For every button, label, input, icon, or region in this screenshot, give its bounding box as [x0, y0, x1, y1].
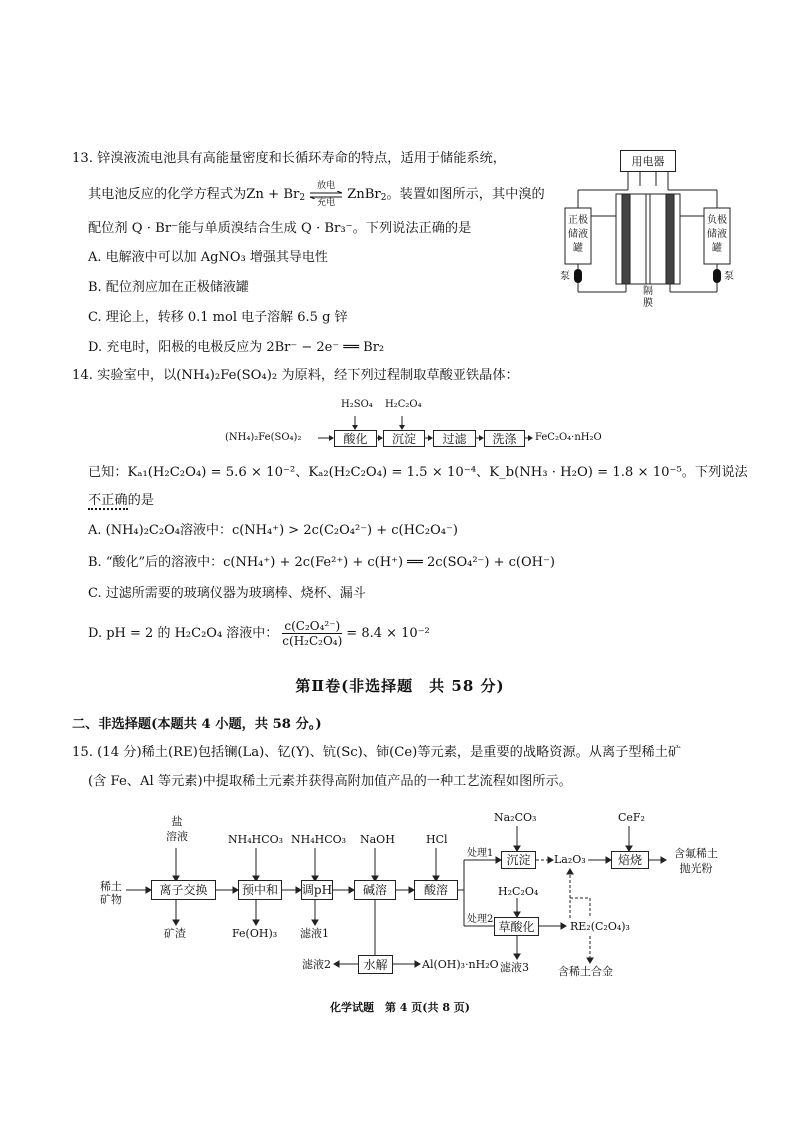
q15-step-oxalate: 草酸化 [494, 917, 539, 936]
q13-arrow-top: 放电 [317, 181, 336, 191]
q14-not-correct-emphasis: 不正确 [88, 493, 128, 508]
positive-tank-label [566, 214, 590, 256]
q14-option-a: A. (NH₄)₂C₂O₄溶液中：c(NH₄⁺) > 2c(C₂O₄²⁻) + c(HC₂O₄⁻) [88, 523, 458, 538]
q14-reagent-h2so4: H₂SO₄ [341, 399, 373, 410]
q13-option-d: D. 充电时，阳极的电极反应为 2Br⁻ − 2e⁻ ══ Br₂ [88, 340, 385, 355]
q14-known-line2-post: 的是 [127, 493, 154, 508]
q15-step-preneutralize: 预中和 [238, 880, 282, 900]
negative-tank-label [705, 214, 729, 256]
section-title: 第Ⅱ卷(非选择题 共 58 分) [295, 677, 505, 695]
q15-product1-line1: 含氟稀土 [674, 847, 718, 860]
q14-step-precipitate: 沉淀 [383, 430, 425, 447]
q15-reagent-na2co3: Na₂CO₃ [494, 811, 537, 824]
q15-filtrate3: 滤液3 [500, 961, 529, 974]
q14-step-acidify: 酸化 [334, 430, 377, 447]
q14-product: FeC₂O₄·nH₂O [535, 432, 602, 443]
q13-option-c: C. 理论上，转移 0.1 mol 电子溶解 6.5 g 锌 [88, 310, 348, 325]
q15-product1-line2: 抛光粉 [679, 862, 713, 875]
pos-tank-line3: 罐 [573, 243, 583, 254]
q15-line1: 15. (14 分)稀土(RE)包括镧(La)、钇(Y)、钪(Sc)、铈(Ce)等元素，是重要的战略资源。从离子型稀土矿 [72, 745, 682, 760]
q15-re-alloy: 含稀土合金 [558, 965, 613, 978]
q14-known-line2 [88, 494, 154, 507]
q13-option-a: A. 电解液中可以加 AgNO₃ 增强其导电性 [88, 250, 328, 265]
q13-arrow-bottom: 充电 [317, 198, 336, 208]
device-label: 用电器 [620, 150, 676, 172]
q15-reagent-h2c2o4: H₂C₂O₄ [498, 885, 539, 898]
q14-line1: 14. 实验室中，以(NH₄)₂Fe(SO₄)₂ 为原料，经下列过程制取草酸亚铁晶体： [72, 368, 519, 383]
q14-reagent-h2c2o4: H₂C₂O₄ [385, 399, 422, 410]
q14-option-d-pre: D. pH = 2 的 H₂C₂O₄ 溶液中： [88, 626, 279, 641]
q15-step-ion-exchange: 离子交换 [151, 880, 216, 900]
pump-right-label: 泵 [724, 271, 734, 282]
q15-step-roast: 焙烧 [611, 851, 649, 869]
neg-tank-line3: 罐 [712, 243, 722, 254]
q14-option-d-numerator: c(C₂O₄²⁻) [284, 619, 341, 633]
q15-product-polish-powder [666, 846, 726, 876]
q15-step-precipitate: 沉淀 [501, 851, 536, 869]
pos-tank-line2: 储液 [568, 229, 588, 240]
q15-filtrate2: 滤液2 [302, 958, 331, 971]
q13-line2 [88, 182, 545, 208]
q15-out-slag: 矿渣 [164, 927, 186, 940]
q15-aloh3: Al(OH)₃·nH₂O [422, 958, 499, 971]
q13-line3: 配位剂 Q · Br⁻能与单质溴结合生成 Q · Br₃⁻。下列说法正确的是 [88, 221, 472, 236]
q15-re-oxalate: RE₂(C₂O₄)₃ [570, 920, 630, 933]
q15-treat2: 处理2 [467, 914, 494, 925]
q15-start-ore [96, 880, 126, 906]
q13-line2-product: ZnBr [347, 187, 381, 203]
q15-flowchart [96, 808, 746, 988]
q14-option-d-post: = 8.4 × 10⁻² [346, 626, 430, 641]
q15-line2: (含 Fe、Al 等元素)中提取稀土元素并获得高附加值产品的一种工艺流程如图所示。 [88, 774, 572, 789]
q15-reagent-cef2: CeF₂ [618, 811, 645, 824]
q13-option-b: B. 配位剂应加在正极储液罐 [88, 280, 249, 295]
q15-reagent-salt [162, 814, 192, 844]
pos-tank-line1: 正极 [568, 215, 588, 226]
neg-tank-line2: 储液 [707, 229, 727, 240]
q15-out-feoh3: Fe(OH)₃ [232, 927, 278, 940]
q14-flow-arrows [225, 396, 625, 456]
membrane-line2: 膜 [643, 298, 653, 309]
q15-reagent-hcl: HCl [426, 833, 448, 846]
q13-line2-post: 。装置如图所示，其中溴的 [386, 187, 545, 203]
q15-step-alkali-dissolve: 碱溶 [354, 880, 396, 900]
q15-la2o3: La₂O₃ [554, 853, 586, 866]
q15-salt-line1: 盐 [171, 815, 183, 828]
neg-tank-line1: 负极 [707, 215, 727, 226]
q14-start-material: (NH₄)₂Fe(SO₄)₂ [225, 432, 302, 443]
q14-known: 已知：Kₐ₁(H₂C₂O₄) = 5.6 × 10⁻²、Kₐ₂(H₂C₂O₄) = 1.5 × 10⁻⁴、K_b(NH₃ · H₂O) = 1.8 × 10⁻⁵。下列说法 [88, 465, 748, 480]
q14-step-filter: 过滤 [433, 430, 476, 447]
q14-option-d-fraction [280, 620, 344, 647]
q14-option-d-denominator: c(H₂C₂O₄) [282, 634, 343, 648]
q13-line2-pre: 其电池反应的化学方程式为Zn + Br [88, 187, 300, 203]
q15-reagent-nh4hco3-2: NH₄HCO₃ [291, 833, 347, 846]
q15-out-filtrate1: 滤液1 [300, 927, 329, 940]
q15-start-line2: 矿物 [100, 893, 122, 906]
q13-battery-diagram [560, 146, 735, 309]
q15-salt-line2: 溶液 [166, 830, 188, 843]
page-footer: 化学试题 第 4 页(共 8 页) [329, 1001, 471, 1014]
section-heading: 二、非选择题(本题共 4 小题，共 58 分。) [72, 717, 322, 732]
q15-step-adjust-ph: 调pH [301, 880, 333, 900]
q14-flowchart [225, 396, 625, 456]
q14-option-c: C. 过滤所需要的玻璃仪器为玻璃棒、烧杯、漏斗 [88, 586, 366, 601]
q15-treat1: 处理1 [467, 848, 494, 859]
q15-start-line1: 稀土 [100, 880, 122, 893]
q15-step-hydrolysis: 水解 [358, 955, 393, 974]
q14-option-b: B. “酸化”后的溶液中：c(NH₄⁺) + 2c(Fe²⁺) + c(H⁺) ══ 2c(SO₄²⁻) + c(OH⁻) [88, 555, 555, 570]
q15-reagent-naoh: NaOH [360, 833, 395, 846]
membrane-line1: 隔 [643, 286, 653, 297]
q15-reagent-nh4hco3-1: NH₄HCO₃ [228, 833, 284, 846]
q13-line2-sub: 2 [299, 192, 306, 203]
q14-option-d [88, 620, 430, 647]
membrane-label [640, 286, 656, 310]
pump-left-label: 泵 [560, 271, 570, 282]
q15-step-acid-dissolve: 酸溶 [414, 880, 458, 900]
q14-step-wash: 洗涤 [484, 430, 525, 447]
q13-product-sub: 2 [380, 192, 387, 203]
q13-line1: 13. 锌溴液流电池具有高能量密度和长循环寿命的特点，适用于储能系统， [72, 151, 506, 166]
q13-reversible-arrow [309, 182, 343, 208]
